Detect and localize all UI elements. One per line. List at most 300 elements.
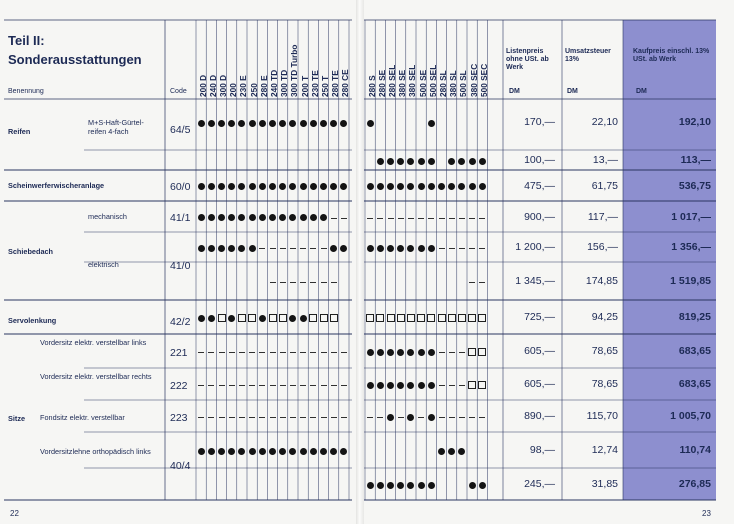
bullet-mark [428,414,435,421]
bullet-mark [238,448,245,455]
dash-mark [377,417,383,418]
dash-mark [388,218,394,219]
dash-mark [219,417,225,418]
dash-mark [449,218,455,219]
bullet-mark [198,214,205,221]
dash-mark [469,282,475,283]
listenpreis-value: 890,— [524,410,555,422]
square-mark [468,314,476,322]
dash-mark [300,417,306,418]
dash-mark [310,417,316,418]
umsatzsteuer-value: 117,— [587,210,618,223]
group-label-servolenkung: Servolenkung [8,316,57,325]
square-mark [468,348,476,356]
dm-label: DM [567,88,578,95]
bullet-mark [438,448,445,455]
kaufpreis-value: 192,10 [678,116,711,128]
bullet-mark [367,245,374,252]
bullet-mark [407,414,414,421]
bullet-mark [428,482,435,489]
dash-mark [469,417,475,418]
bullet-mark [479,482,486,489]
dash-mark [280,385,286,386]
dash-mark [449,417,455,418]
dash-mark [300,352,306,353]
square-mark [238,314,246,322]
kaufpreis-value: 536,75 [678,179,711,192]
dash-mark [280,282,286,283]
bullet-mark [387,349,394,356]
listenpreis-value: 725,— [524,311,555,323]
dash-mark [259,248,265,249]
kaufpreis-value: 1 017,— [671,210,711,223]
kaufpreis-value: 683,65 [678,345,711,357]
listenpreis-value: 605,— [524,378,555,390]
bullet-mark [387,414,394,421]
dash-mark [418,417,424,418]
page-number-right: 23 [702,509,711,518]
bullet-mark [387,158,394,165]
bullet-mark [418,245,425,252]
bullet-mark [397,382,404,389]
dash-mark [321,282,327,283]
group-label-scheinwerfer: Scheinwerferwischeranlage [8,181,105,190]
kaufpreis-header: Kaufpreis einschl. 13% USt. ab Werk [633,48,710,63]
bullet-mark [269,120,276,127]
bullet-mark [218,245,225,252]
bullet-mark [387,482,394,489]
dash-mark [270,248,276,249]
bullet-mark [279,120,286,127]
bullet-mark [418,382,425,389]
square-mark [218,314,226,322]
umsatzsteuer-header: Umsatzsteuer 13% [565,48,611,63]
dash-mark [198,385,204,386]
umsatzsteuer-value: 78,65 [591,345,618,357]
square-mark [427,314,435,322]
dash-mark [208,352,214,353]
dash-mark [459,417,465,418]
dash-mark [249,385,255,386]
dash-mark [229,352,235,353]
listenpreis-value: 170,— [524,116,555,128]
bullet-mark [387,245,394,252]
bullet-mark [458,448,465,455]
square-mark [279,314,287,322]
dash-mark [270,282,276,283]
bullet-mark [367,349,374,356]
dash-mark [439,352,445,353]
bullet-mark [397,482,404,489]
dash-mark [331,417,337,418]
bullet-mark [249,120,256,127]
model-header-right: 500 SEL [427,64,438,97]
dash-mark [249,417,255,418]
dash-mark [341,385,347,386]
bullet-mark [238,245,245,252]
square-mark [309,314,317,322]
bullet-mark [259,214,266,221]
kaufpreis-value: 1 356,— [671,241,711,253]
bullet-mark [218,214,225,221]
dash-mark [208,385,214,386]
bullet-mark [269,183,276,190]
bullet-mark [320,214,327,221]
bullet-mark [249,214,256,221]
bullet-mark [300,183,307,190]
square-mark [387,314,395,322]
bullet-mark [377,349,384,356]
bullet-mark [310,214,317,221]
umsatzsteuer-value: 13,— [592,154,618,166]
model-header-right: 380 SL [448,70,459,97]
dash-mark [439,218,445,219]
listenpreis-value: 1 200,— [515,241,555,253]
model-header-left: 300 TD [279,69,290,97]
bullet-mark [228,245,235,252]
dash-mark [469,218,475,219]
bullet-mark [367,482,374,489]
bullet-mark [438,183,445,190]
umsatzsteuer-value: 61,75 [591,179,618,192]
dash-mark [239,352,245,353]
dash-mark [290,352,296,353]
bullet-mark [330,245,337,252]
bullet-mark [249,448,256,455]
bullet-mark [269,214,276,221]
square-mark [248,314,256,322]
dash-mark [331,385,337,386]
dash-mark [290,282,296,283]
page-title-line1: Teil II: [8,33,45,48]
dash-mark [321,352,327,353]
dm-label: DM [509,88,520,95]
dash-mark [219,385,225,386]
bullet-mark [300,315,307,322]
dash-mark [239,417,245,418]
dash-mark [439,385,445,386]
square-mark [478,314,486,322]
model-header-right: 380 SEC [468,63,479,97]
model-header-left: 280 CE [340,69,351,97]
dash-mark [367,417,373,418]
dash-mark [367,218,373,219]
dash-mark [208,417,214,418]
dash-mark [300,385,306,386]
dash-mark [479,282,485,283]
bullet-mark [407,382,414,389]
dash-mark [321,417,327,418]
dash-mark [459,218,465,219]
dash-mark [398,218,404,219]
dash-mark [341,218,347,219]
bullet-mark [198,315,205,322]
listenpreis-value: 100,— [524,154,555,166]
bullet-mark [387,183,394,190]
dash-mark [459,248,465,249]
dash-mark [310,248,316,249]
bullet-mark [310,448,317,455]
dash-mark [290,248,296,249]
bullet-mark [469,183,476,190]
square-mark [330,314,338,322]
bullet-mark [320,448,327,455]
bullet-mark [228,448,235,455]
bullet-mark [279,448,286,455]
row-label: Vordersitzlehne orthopädisch links [40,447,151,456]
dash-mark [377,218,383,219]
kaufpreis-value: 819,25 [678,311,711,323]
dash-mark [341,352,347,353]
bullet-mark [428,183,435,190]
umsatzsteuer-value: 174,85 [585,275,618,287]
model-header-left: 230 E [238,75,249,97]
dash-mark [331,282,337,283]
listenpreis-value: 475,— [524,179,555,192]
dash-mark [259,385,265,386]
bullet-mark [387,382,394,389]
dash-mark [428,218,434,219]
bullet-mark [208,214,215,221]
row-code: 40/4 [170,460,191,472]
bullet-mark [377,158,384,165]
dash-mark [229,417,235,418]
square-mark [468,381,476,389]
dash-mark [459,385,465,386]
bullet-mark [249,183,256,190]
bullet-mark [367,382,374,389]
model-header-left: 300 D [217,74,228,97]
bullet-mark [469,482,476,489]
model-header-right: 280 SE [376,69,387,97]
row-label: mechanisch [88,212,127,221]
model-header-left: 280 TE [330,70,341,97]
bullet-mark [407,245,414,252]
bullet-mark [418,482,425,489]
bullet-mark [218,448,225,455]
dash-mark [290,417,296,418]
bullet-mark [479,158,486,165]
bullet-mark [208,183,215,190]
bullet-mark [289,120,296,127]
model-header-left: 240 TD [268,69,279,97]
dash-mark [259,352,265,353]
row-code: 41/0 [170,260,191,272]
bullet-mark [259,448,266,455]
bullet-mark [208,315,215,322]
row-code: 221 [170,347,188,359]
dash-mark [270,385,276,386]
dash-mark [449,385,455,386]
square-mark [448,314,456,322]
bullet-mark [428,349,435,356]
dash-mark [219,352,225,353]
bullet-mark [377,482,384,489]
row-label: Vordersitz elektr. verstellbar links [40,338,147,347]
dash-mark [469,248,475,249]
umsatzsteuer-value: 22,10 [591,116,618,128]
bullet-mark [377,382,384,389]
row-label: Vordersitz elektr. verstellbar rechts [40,372,152,381]
dash-mark [229,385,235,386]
bullet-mark [259,315,266,322]
square-mark [417,314,425,322]
bullet-mark [458,158,465,165]
bullet-mark [397,349,404,356]
model-header-left: 240 D [207,74,218,97]
dash-mark [300,282,306,283]
dash-mark [479,417,485,418]
bullet-mark [198,120,205,127]
bullet-mark [407,158,414,165]
bullet-mark [198,448,205,455]
umsatzsteuer-value: 115,70 [586,410,618,422]
bullet-mark [428,158,435,165]
bullet-mark [238,120,245,127]
dash-mark [310,385,316,386]
dash-mark [249,352,255,353]
dash-mark [280,352,286,353]
bullet-mark [228,315,235,322]
dash-mark [331,218,337,219]
bullet-mark [310,120,317,127]
model-header-left: 300 TD Turbo [289,44,300,97]
bullet-mark [377,245,384,252]
row-label: Fondsitz elektr. verstellbar [40,413,125,422]
bullet-mark [310,183,317,190]
bullet-mark [418,183,425,190]
bullet-mark [340,120,347,127]
kaufpreis-value: 1 519,85 [670,275,711,287]
umsatzsteuer-value: 31,85 [591,478,618,490]
dash-mark [270,417,276,418]
dash-mark [398,417,404,418]
umsatzsteuer-value: 78,65 [591,378,618,390]
row-code: 41/1 [170,212,191,224]
bullet-mark [448,448,455,455]
bullet-mark [269,448,276,455]
row-label: M+S-Haft-Gürtel-reifen 4-fach [88,118,144,136]
dash-mark [270,352,276,353]
row-label: elektrisch [88,260,119,269]
dash-mark [449,248,455,249]
dash-mark [449,352,455,353]
model-header-left: 200 T [299,75,310,97]
row-code: 223 [170,412,188,424]
bullet-mark [418,349,425,356]
page-title-line2: Sonderausstattungen [8,52,142,67]
dash-mark [479,218,485,219]
umsatzsteuer-value: 156,— [587,241,618,253]
bullet-mark [340,245,347,252]
dash-mark [310,352,316,353]
code-header: Code [170,88,187,95]
bullet-mark [208,120,215,127]
bullet-mark [397,245,404,252]
dash-mark [321,385,327,386]
bullet-mark [367,183,374,190]
bullet-mark [228,120,235,127]
bullet-mark [249,245,256,252]
row-code: 60/0 [170,181,191,193]
model-header-left: 200 D [197,74,208,97]
bullet-mark [407,349,414,356]
umsatzsteuer-value: 94,25 [591,311,618,323]
bullet-mark [330,448,337,455]
bullet-mark [218,183,225,190]
bullet-mark [289,315,296,322]
model-header-right: 280 SL [437,70,448,97]
model-header-right: 500 SL [458,70,469,97]
bullet-mark [377,183,384,190]
kaufpreis-value: 276,85 [678,478,711,490]
model-header-right: 380 SEL [407,64,418,97]
kaufpreis-value: 1 005,70 [670,410,711,422]
dash-mark [280,417,286,418]
model-header-right: 280 S [366,75,377,97]
bullet-mark [300,214,307,221]
model-header-right: 380 SE [397,69,408,97]
bullet-mark [208,448,215,455]
bullet-mark [428,120,435,127]
bullet-mark [259,183,266,190]
bullet-mark [448,158,455,165]
square-mark [320,314,328,322]
row-code: 222 [170,380,188,392]
group-label-schiebedach: Schiebedach [8,247,54,256]
model-header-right: 280 SEL [386,64,397,97]
dash-mark [290,385,296,386]
bullet-mark [428,382,435,389]
square-mark [438,314,446,322]
bullet-mark [198,183,205,190]
kaufpreis-value: 683,65 [678,378,711,390]
page-number-left: 22 [10,509,19,518]
dash-mark [479,248,485,249]
model-header-left: 250 T [319,75,330,97]
bullet-mark [259,120,266,127]
dash-mark [198,352,204,353]
square-mark [458,314,466,322]
benennung-header: Benennung [8,88,44,95]
dash-mark [321,248,327,249]
dash-mark [198,417,204,418]
bullet-mark [407,482,414,489]
listenpreis-value: 98,— [529,444,555,456]
model-header-left: 230 TE [309,70,320,97]
square-mark [269,314,277,322]
row-code: 64/5 [170,124,191,136]
listenpreis-value: 605,— [524,345,555,357]
bullet-mark [330,120,337,127]
bullet-mark [289,448,296,455]
bullet-mark [300,448,307,455]
dash-mark [300,248,306,249]
bullet-mark [218,120,225,127]
listenpreis-value: 900,— [524,210,555,223]
group-label-sitze: Sitze [8,414,26,423]
model-header-right: 500 SEC [478,63,489,97]
row-code: 42/2 [170,316,191,328]
model-header-left: 280 E [258,75,269,97]
bullet-mark [320,120,327,127]
bullet-mark [479,183,486,190]
dash-mark [331,352,337,353]
model-header-left: 200 [228,83,239,97]
dash-mark [341,417,347,418]
dash-mark [439,417,445,418]
bullet-mark [320,183,327,190]
